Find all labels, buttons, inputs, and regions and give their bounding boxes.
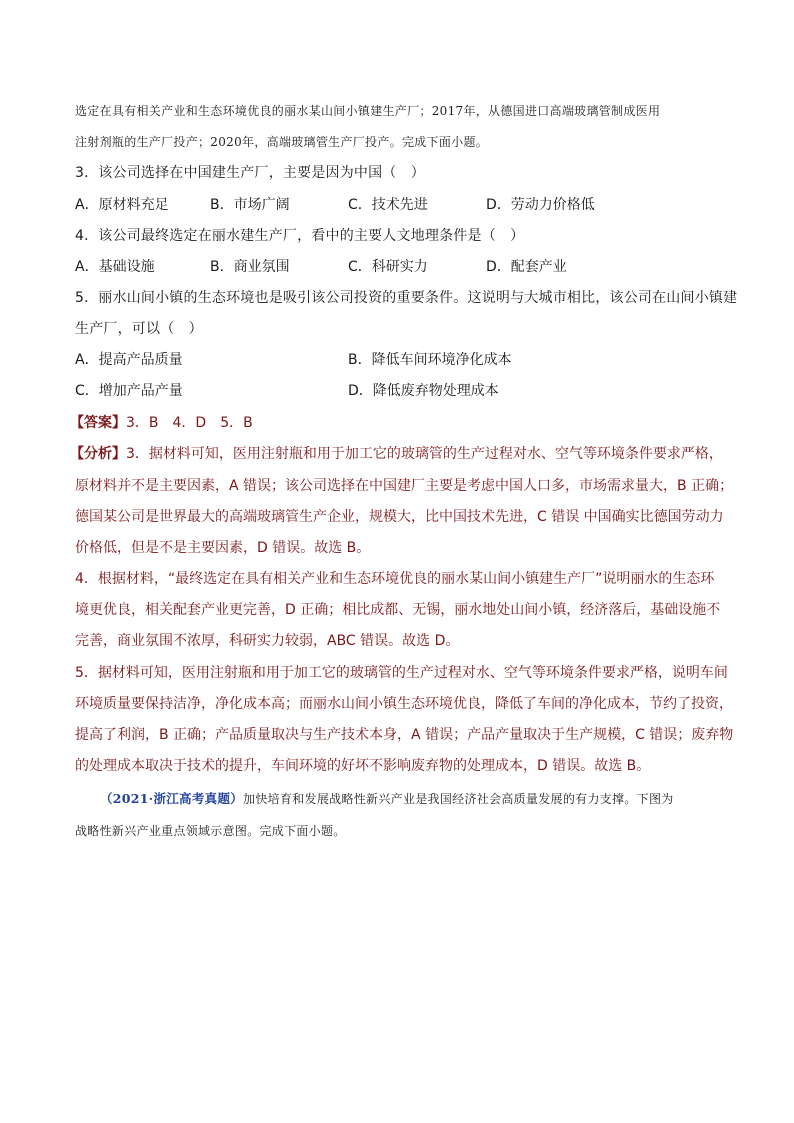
analysis-3-text-1: 3．据材料可知，医用注射瓶和用于加工它的玻璃管的生产过程对水、空气等环境条件要求严格， <box>126 446 723 462</box>
question-4-option-a: A．基础设施 <box>75 259 155 275</box>
analysis-3-line-4: 价格低，但是不是主要因素，D 错误。故选 B。 <box>75 540 371 556</box>
analysis-5-line-2: 环境质量要保持洁净，净化成本高；而丽水山间小镇生态环境优良，降低了车间的净化成本，节约了投资， <box>75 696 733 712</box>
question-5-stem-line-1: 5．丽水山间小镇的生态环境也是吸引该公司投资的重要条件。这说明与大城市相比，该公司在山间小镇建 <box>75 290 738 306</box>
question-5-option-c: C．增加产品产量 <box>75 383 183 399</box>
answer-text: 3．B 4．D 5．B <box>126 415 253 431</box>
next-question-text-1: 加快培育和发展战略性新兴产业是我国经济社会高质量发展的有力支撑。下图为 <box>243 792 674 806</box>
question-3-option-d: D．劳动力价格低 <box>486 197 595 213</box>
question-3-option-b: B．市场广阔 <box>210 197 290 213</box>
analysis-4-line-1: 4．根据材料，“最终选定在具有相关产业和生态环境优良的丽水某山间小镇建生产厂”说明丽水的生态环 <box>75 571 715 587</box>
answer-tag: 【答案】 <box>70 415 126 431</box>
question-5-option-a: A．提高产品质量 <box>75 352 183 368</box>
analysis-tag: 【分析】 <box>70 446 126 462</box>
intro-line-1: 选定在具有相关产业和生态环境优良的丽水某山间小镇建生产厂；2017年，从德国进口高端玻璃管制成医用 <box>75 104 661 118</box>
analysis-3-line-2: 原材料并不是主要因素，A 错误；该公司选择在中国建厂主要是考虑中国人口多，市场需求量大，B 正确； <box>75 478 734 494</box>
next-question-line-1 <box>100 789 734 809</box>
intro-line-2: 注射剂瓶的生产厂投产；2020年，高端玻璃管生产厂投产。完成下面小题。 <box>75 135 489 149</box>
analysis-4-line-2: 境更优良，相关配套产业更完善，D 正确；相比成都、无锡，丽水地处山间小镇，经济落后，基础设施不 <box>75 602 721 618</box>
answer-line <box>70 413 734 433</box>
question-3-option-c: C．技术先进 <box>348 197 428 213</box>
source-tag: （2021·浙江高考真题） <box>100 791 244 806</box>
analysis-3-line-1 <box>70 444 734 464</box>
next-question-line-2: 战略性新兴产业重点领域示意图。完成下面小题。 <box>75 824 346 838</box>
question-3-option-a: A．原材料充足 <box>75 197 169 213</box>
analysis-4-line-3: 完善，商业氛围不浓厚，科研实力较弱，ABC 错误。故选 D。 <box>75 633 460 649</box>
analysis-5-line-3: 提高了利润，B 正确；产品质量取决与生产技术本身，A 错误；产品产量取决于生产规模，C 错误；废弃物 <box>75 727 734 743</box>
analysis-3-line-3: 德国某公司是世界最大的高端玻璃管生产企业，规模大，比中国技术先进，C 错误 中国确实比德国劳动力 <box>75 509 724 525</box>
question-3-stem: 3．该公司选择在中国建生产厂，主要是因为中国（ ） <box>75 165 425 181</box>
question-4-stem: 4．该公司最终选定在丽水建生产厂，看中的主要人文地理条件是（ ） <box>75 228 525 244</box>
analysis-5-line-4: 的处理成本取决于技术的提升，车间环境的好坏不影响废弃物的处理成本，D 错误。故选 B。 <box>75 758 651 774</box>
question-5-option-d: D．降低废弃物处理成本 <box>348 383 499 399</box>
question-5-stem-line-2: 生产厂，可以（ ） <box>75 321 203 337</box>
question-4-option-c: C．科研实力 <box>348 259 428 275</box>
question-5-option-b: B．降低车间环境净化成本 <box>348 352 512 368</box>
question-4-option-b: B．商业氛围 <box>210 259 290 275</box>
question-4-option-d: D．配套产业 <box>486 259 567 275</box>
analysis-5-line-1: 5．据材料可知，医用注射瓶和用于加工它的玻璃管的生产过程对水、空气等环境条件要求严格，说明车间 <box>75 665 728 681</box>
